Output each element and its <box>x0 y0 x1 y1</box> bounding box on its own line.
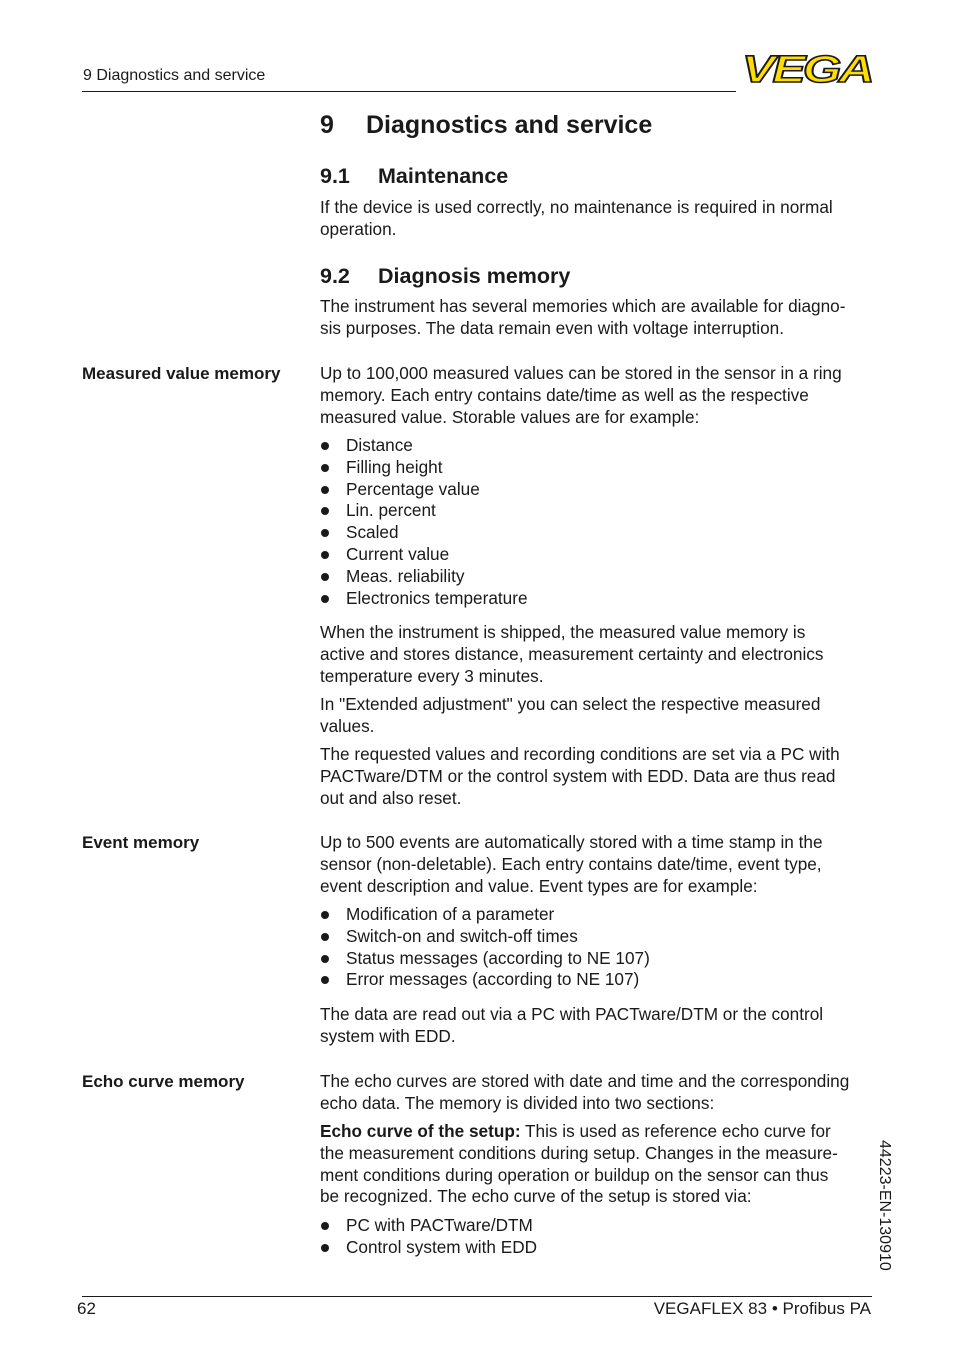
side-label-echo-curve-memory: Echo curve memory <box>82 1072 245 1091</box>
measured-value-p2: In "Extended adjustment" you can select the respective measured values. <box>320 694 821 736</box>
section-number: 9.2 <box>320 264 350 288</box>
measured-values-list <box>320 435 528 609</box>
list-item: Status messages (according to NE 107) <box>320 948 650 970</box>
measured-value-intro: Up to 100,000 measured values can be stored in the sensor in a ring memory. Each entry contains date/time as well as the respective measured value. Storable values are for example: <box>320 363 842 427</box>
chapter-title: Diagnostics and service <box>366 111 653 139</box>
chapter-number: 9 <box>320 111 334 139</box>
side-label-event-memory: Event memory <box>82 833 200 852</box>
setup-storage-list <box>320 1215 537 1259</box>
document-code: 44223-EN-130910 <box>876 1140 893 1271</box>
list-item: Error messages (according to NE 107) <box>320 969 650 991</box>
maintenance-text: If the device is used correctly, no maintenance is required in normal operation. <box>320 197 833 239</box>
chapter-heading <box>320 111 652 140</box>
echo-curve-setup: Echo curve of the setup: This is used as reference echo curve for the measurement conditions during setup. Changes in the measure- ment conditions during operation or buildup on the sensor can thus be recognized. The echo curve of the setup is stored via: <box>320 1121 838 1207</box>
footer-rule <box>82 1296 872 1297</box>
list-item: Modification of a parameter <box>320 904 650 926</box>
list-item: Filling height <box>320 457 528 479</box>
event-memory-p1: The data are read out via a PC with PACTware/DTM or the control system with EDD. <box>320 1004 824 1046</box>
section-title: Diagnosis memory <box>378 264 571 288</box>
list-item: Percentage value <box>320 479 528 501</box>
svg-text:VEGA: VEGA <box>742 50 872 86</box>
header-rule <box>82 91 736 92</box>
setup-term: Echo curve of the setup: <box>320 1121 521 1141</box>
event-types-list <box>320 904 650 991</box>
list-item: Lin. percent <box>320 500 528 522</box>
running-header: 9 Diagnostics and service <box>83 67 266 84</box>
section-title: Maintenance <box>378 164 509 188</box>
list-item: PC with PACTware/DTM <box>320 1215 537 1237</box>
vega-logo <box>740 50 874 86</box>
list-item: Switch-on and switch-off times <box>320 926 650 948</box>
measured-value-p1: When the instrument is shipped, the measured value memory is active and stores distance, measurement certainty and electronics temperature every 3 minutes. <box>320 622 824 686</box>
list-item: Scaled <box>320 522 528 544</box>
list-item: Meas. reliability <box>320 566 528 588</box>
echo-curve-intro: The echo curves are stored with date and time and the corresponding echo data. The memory is divided into two sections: <box>320 1071 850 1113</box>
list-item: Electronics temperature <box>320 588 528 610</box>
side-label-measured-value-memory: Measured value memory <box>82 364 281 383</box>
measured-value-p3: The requested values and recording conditions are set via a PC with PACTware/DTM or the control system with EDD. Data are thus read out and also reset. <box>320 744 840 808</box>
event-memory-intro: Up to 500 events are automatically stored with a time stamp in the sensor (non-deletable). Each entry contains date/time, event type, event description and value. Event types are for example: <box>320 832 823 896</box>
section-number: 9.1 <box>320 164 350 188</box>
section-heading-diagnosis <box>320 264 570 289</box>
section-heading-maintenance <box>320 164 508 189</box>
diagnosis-text: The instrument has several memories which are available for diagno- sis purposes. The data remain even with voltage interruption. <box>320 296 846 338</box>
list-item: Current value <box>320 544 528 566</box>
list-item: Control system with EDD <box>320 1237 537 1259</box>
list-item: Distance <box>320 435 528 457</box>
page-number: 62 <box>77 1299 96 1318</box>
footer-title: VEGAFLEX 83 • Profibus PA <box>653 1299 871 1318</box>
